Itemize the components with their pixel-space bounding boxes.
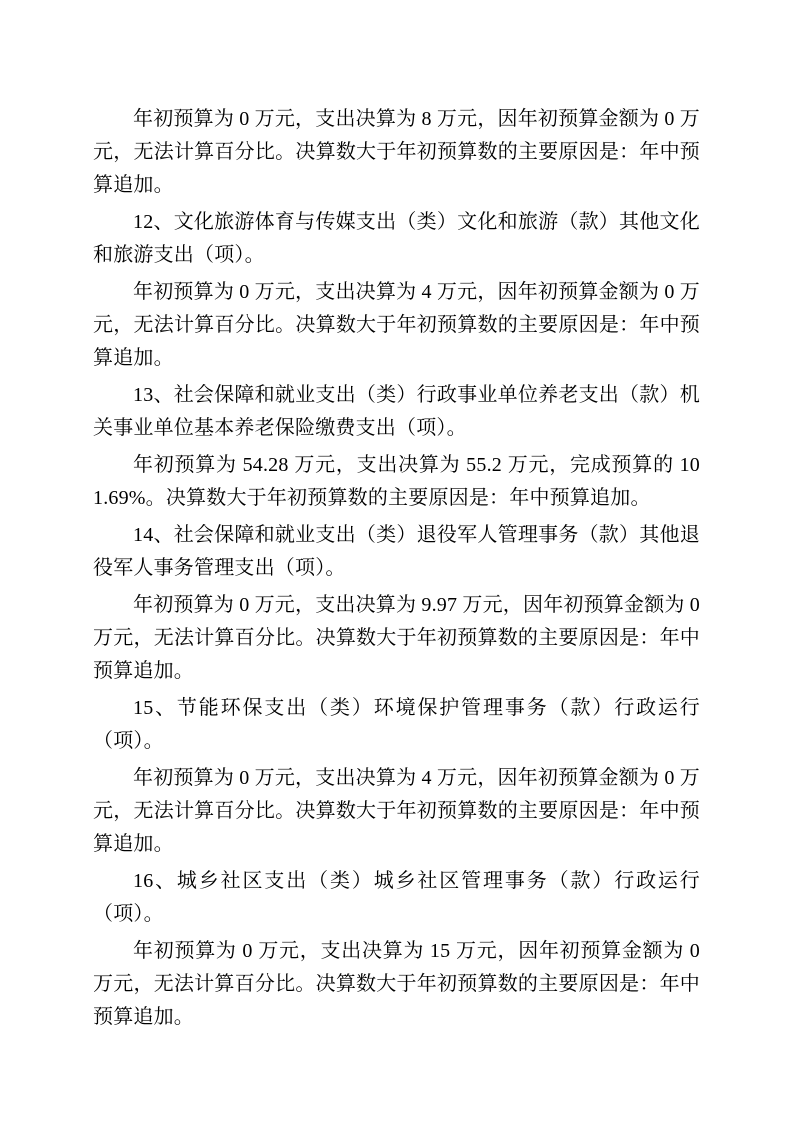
paragraph-item-14-budget-note: 年初预算为 0 万元，支出决算为 9.97 万元，因年初预算金额为 0 万元，无法计算百分比。决算数大于年初预算数的主要原因是：年中预算追加。 — [93, 594, 700, 682]
paragraph-item-13-heading: 13、社会保障和就业支出（类）行政事业单位养老支出（款）机关事业单位基本养老保险缴费支出（项）。 — [93, 384, 700, 439]
paragraph-item-11-budget-note: 年初预算为 0 万元，支出决算为 8 万元，因年初预算金额为 0 万元，无法计算百分比。决算数大于年初预算数的主要原因是：年中预算追加。 — [93, 108, 700, 196]
paragraph-item-16-budget-note: 年初预算为 0 万元，支出决算为 15 万元，因年初预算金额为 0 万元，无法计算百分比。决算数大于年初预算数的主要原因是：年中预算追加。 — [93, 940, 700, 1028]
document-body — [93, 103, 700, 1034]
paragraph-item-15-budget-note: 年初预算为 0 万元，支出决算为 4 万元，因年初预算金额为 0 万元，无法计算百分比。决算数大于年初预算数的主要原因是：年中预算追加。 — [93, 767, 700, 855]
paragraph-item-15-heading: 15、节能环保支出（类）环境保护管理事务（款）行政运行（项）。 — [93, 697, 700, 752]
paragraph-item-14-heading: 14、社会保障和就业支出（类）退役军人管理事务（款）其他退役军人事务管理支出（项）。 — [93, 524, 700, 579]
paragraph-item-16-heading: 16、城乡社区支出（类）城乡社区管理事务（款）行政运行（项）。 — [93, 870, 700, 925]
paragraph-item-12-budget-note: 年初预算为 0 万元，支出决算为 4 万元，因年初预算金额为 0 万元，无法计算百分比。决算数大于年初预算数的主要原因是：年中预算追加。 — [93, 281, 700, 369]
paragraph-item-12-heading: 12、文化旅游体育与传媒支出（类）文化和旅游（款）其他文化和旅游支出（项）。 — [93, 211, 700, 266]
paragraph-item-13-budget-note: 年初预算为 54.28 万元，支出决算为 55.2 万元，完成预算的 101.69%。决算数大于年初预算数的主要原因是：年中预算追加。 — [93, 454, 700, 509]
